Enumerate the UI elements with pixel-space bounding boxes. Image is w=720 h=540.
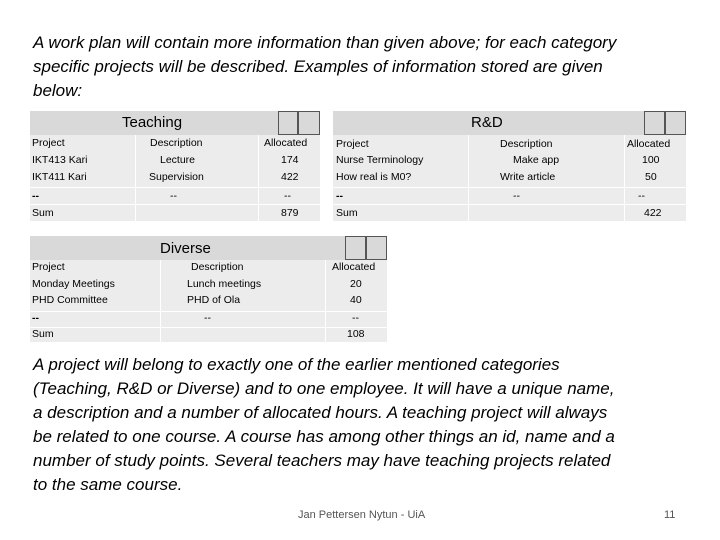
header-box [298, 111, 320, 135]
outro-line: be related to one course. A course has among other things an id, name and a [33, 427, 615, 446]
cell-project: Sum [32, 207, 54, 219]
cell-project: Sum [336, 207, 358, 219]
cell-description: Lunch meetings [187, 278, 262, 290]
cell-project: PHD Committee [32, 294, 108, 306]
cell-allocated: 100 [642, 154, 660, 166]
intro-paragraph [33, 31, 616, 103]
column-header-description: Description [150, 137, 203, 149]
teaching-header [30, 111, 320, 135]
cell-description: Make app [513, 154, 560, 166]
cell-allocated: 108 [347, 328, 365, 340]
cell-allocated: 50 [645, 171, 657, 183]
cell-description: -- [204, 312, 211, 324]
column-header-allocated: Allocated [264, 137, 308, 149]
column-header-allocated: Allocated [627, 138, 671, 150]
outro-line: to the same course. [33, 475, 183, 494]
cell-project: -- [336, 190, 343, 202]
column-header-project: Project [32, 261, 65, 273]
outro-line: A project will belong to exactly one of the earlier mentioned categories [33, 355, 560, 374]
cell-allocated: 40 [350, 294, 362, 306]
outro-paragraph [33, 353, 615, 497]
header-box [665, 111, 686, 135]
cell-project: -- [32, 190, 39, 202]
header-box [644, 111, 665, 135]
cell-allocated: 20 [350, 278, 362, 290]
rd-body [333, 135, 686, 221]
cell-description: Supervision [149, 171, 204, 183]
cell-allocated: -- [638, 190, 645, 202]
teaching-table [30, 111, 320, 221]
diverse-header [30, 236, 387, 260]
diverse-table [30, 236, 387, 342]
rd-header [333, 111, 686, 135]
cell-description: Lecture [160, 154, 196, 166]
cell-project: -- [32, 312, 39, 324]
column-header-allocated: Allocated [332, 261, 376, 273]
outro-line: (Teaching, R&D or Diverse) and to one employee. It will have a unique name, [33, 379, 615, 398]
cell-allocated: -- [352, 312, 359, 324]
column-header-project: Project [32, 137, 65, 149]
outro-line: number of study points. Several teachers may have teaching projects related [33, 451, 611, 470]
cell-description: -- [170, 190, 177, 202]
column-header-project: Project [336, 138, 369, 150]
cell-allocated: -- [284, 190, 291, 202]
cell-description: Write article [500, 171, 556, 183]
diverse-body [30, 260, 387, 342]
footer-author: Jan Pettersen Nytun - UiA [298, 509, 426, 521]
cell-description: PHD of Ola [187, 294, 241, 306]
cell-project: IKT411 Kari [32, 171, 87, 183]
intro-line: A work plan will contain more information than given above; for each category [33, 33, 617, 52]
cell-project: How real is M0? [336, 171, 412, 183]
rd-table [333, 111, 686, 221]
cell-allocated: 879 [281, 207, 299, 219]
cell-allocated: 422 [281, 171, 299, 183]
teaching-title: Teaching [122, 114, 183, 131]
page-number: 11 [664, 509, 676, 521]
outro-line: a description and a number of allocated hours. A teaching project will always [33, 403, 608, 422]
cell-project: Monday Meetings [32, 278, 115, 290]
intro-line: below: [33, 81, 83, 100]
cell-project: Sum [32, 328, 54, 340]
rd-title: R&D [471, 114, 503, 131]
cell-project: Nurse Terminology [336, 154, 424, 166]
cell-allocated: 174 [281, 154, 299, 166]
diverse-title: Diverse [160, 240, 211, 257]
cell-project: IKT413 Kari [32, 154, 88, 166]
header-box [366, 236, 387, 260]
header-box [278, 111, 298, 135]
teaching-body [30, 135, 320, 221]
column-header-description: Description [500, 138, 553, 150]
cell-allocated: 422 [644, 207, 662, 219]
column-header-description: Description [191, 261, 244, 273]
cell-description: -- [513, 190, 520, 202]
intro-line: specific projects will be described. Examples of information stored are given [33, 57, 603, 76]
header-box [345, 236, 366, 260]
